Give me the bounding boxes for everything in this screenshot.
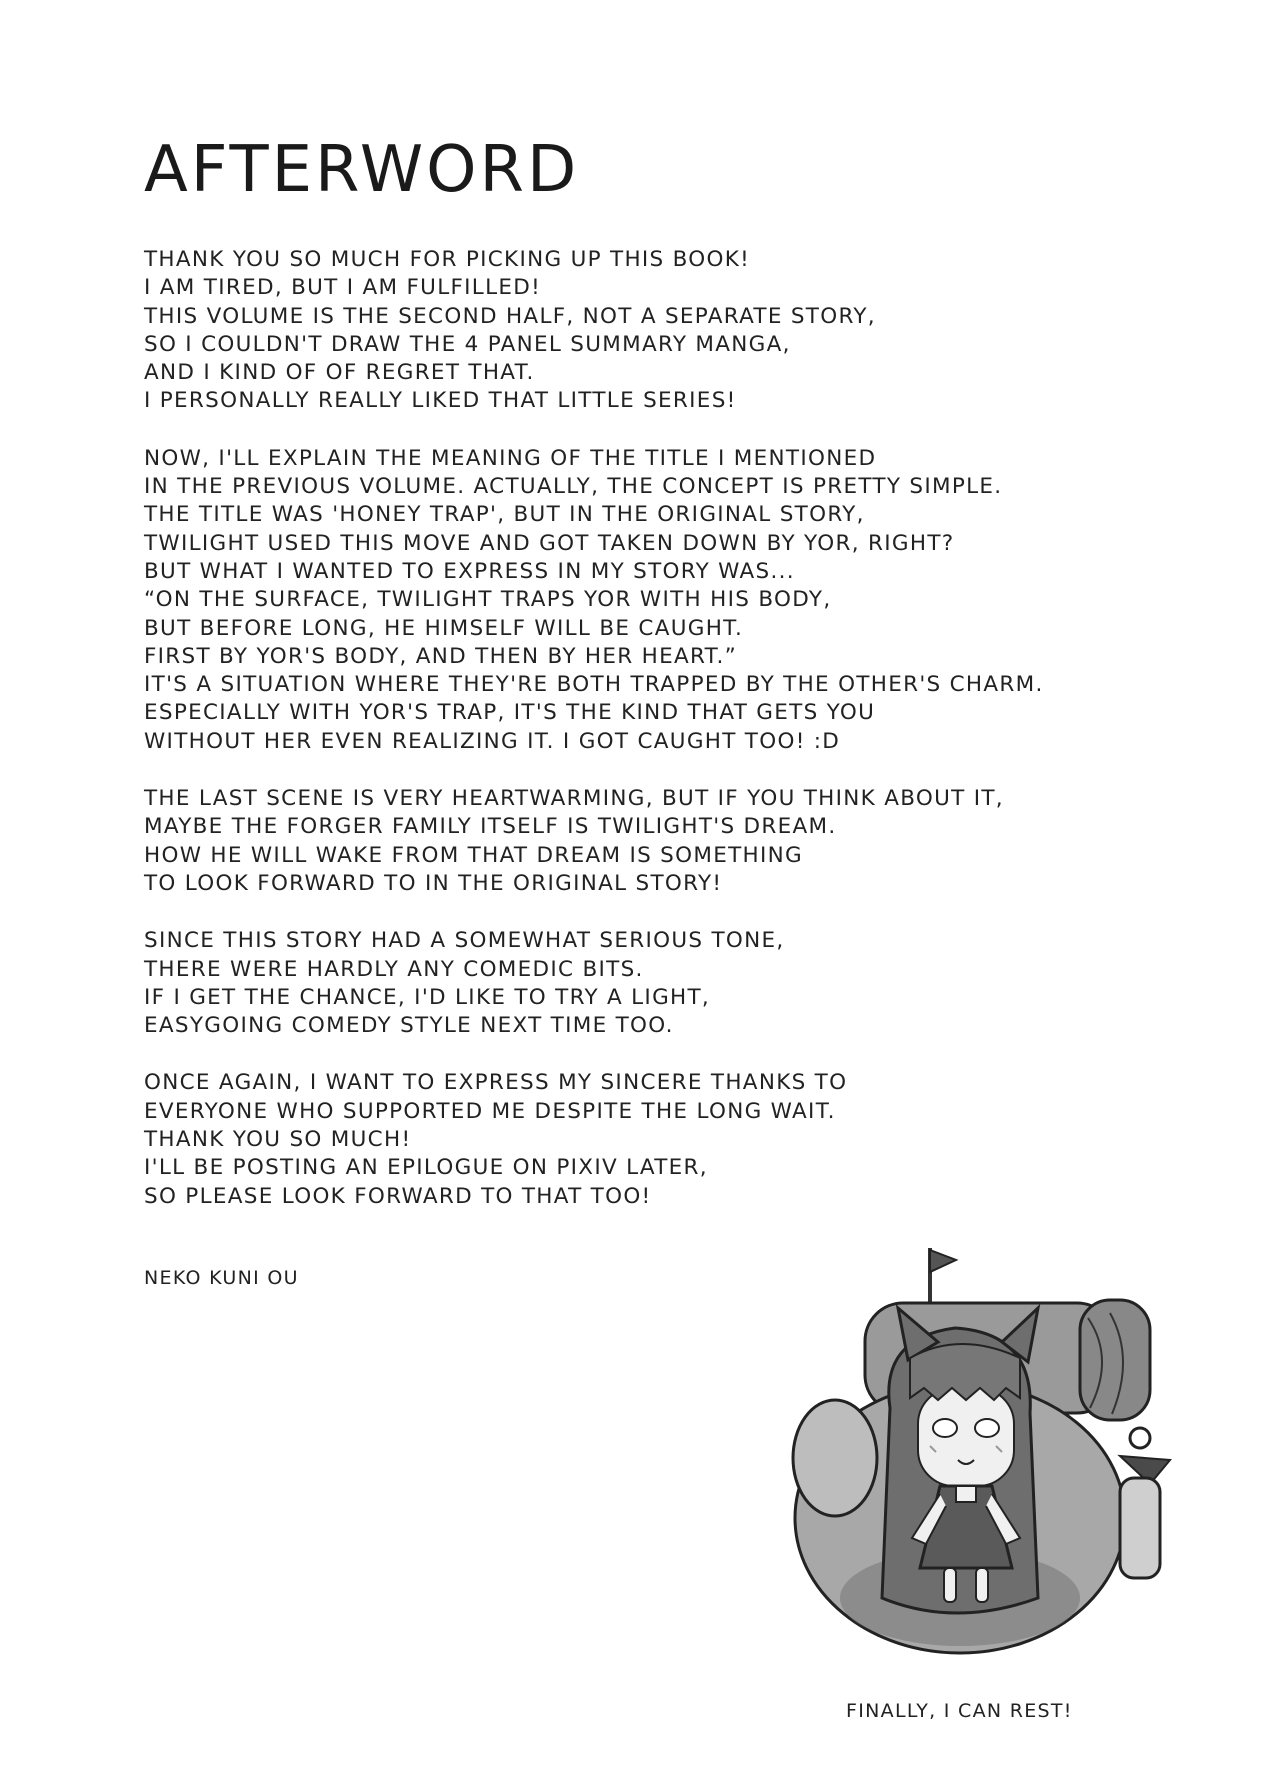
text-line: I'LL BE POSTING AN EPILOGUE ON PIXIV LATER, — [144, 1155, 708, 1181]
text-line: THE LAST SCENE IS VERY HEARTWARMING, BUT IF YOU THINK ABOUT IT, — [144, 786, 1004, 812]
text-line: SINCE THIS STORY HAD A SOMEWHAT SERIOUS TONE, — [144, 928, 785, 954]
text-line: ONCE AGAIN, I WANT TO EXPRESS MY SINCERE THANKS TO — [144, 1070, 848, 1096]
paragraph — [144, 1069, 1194, 1210]
text-line: SO I COULDN'T DRAW THE 4 PANEL SUMMARY MANGA, — [144, 331, 791, 357]
text-line: BUT WHAT I WANTED TO EXPRESS IN MY STORY WAS... — [144, 558, 795, 584]
illustration-caption: FINALLY, I CAN REST! — [846, 1700, 1073, 1722]
text-line: “ON THE SURFACE, TWILIGHT TRAPS YOR WITH HIS BODY, — [144, 587, 832, 613]
text-line: THERE WERE HARDLY ANY COMEDIC BITS. — [144, 956, 644, 982]
text-line: BUT BEFORE LONG, HE HIMSELF WILL BE CAUGHT. — [144, 615, 744, 641]
paragraph — [144, 246, 1194, 416]
text-line: EASYGOING COMEDY STYLE NEXT TIME TOO. — [144, 1013, 674, 1039]
text-line: FIRST BY YOR'S BODY, AND THEN BY HER HEART.” — [144, 643, 738, 669]
text-line: HOW HE WILL WAKE FROM THAT DREAM IS SOMETHING — [144, 842, 803, 868]
text-line: ESPECIALLY WITH YOR'S TRAP, IT'S THE KIND THAT GETS YOU — [144, 700, 876, 726]
text-line: I AM TIRED, BUT I AM FULFILLED! — [144, 275, 542, 301]
author-signature: NEKO KUNI OU — [144, 1267, 299, 1289]
text-line: TWILIGHT USED THIS MOVE AND GOT TAKEN DOWN BY YOR, RIGHT? — [144, 530, 955, 556]
text-line: THE TITLE WAS 'HONEY TRAP', BUT IN THE ORIGINAL STORY, — [144, 502, 865, 528]
text-line: TO LOOK FORWARD TO IN THE ORIGINAL STORY! — [144, 870, 723, 896]
text-line: IT'S A SITUATION WHERE THEY'RE BOTH TRAPPED BY THE OTHER'S CHARM. — [144, 672, 1044, 698]
text-line: AND I KIND OF OF REGRET THAT. — [144, 360, 535, 386]
paragraph — [144, 785, 1194, 898]
text-line: SO PLEASE LOOK FORWARD TO THAT TOO! — [144, 1183, 652, 1209]
paragraph — [144, 927, 1194, 1040]
chibi-character-icon — [780, 1238, 1180, 1658]
text-line: THANK YOU SO MUCH! — [144, 1127, 412, 1153]
text-line: IN THE PREVIOUS VOLUME. ACTUALLY, THE CONCEPT IS PRETTY SIMPLE. — [144, 474, 1003, 500]
text-line: I PERSONALLY REALLY LIKED THAT LITTLE SERIES! — [144, 388, 737, 414]
paragraph — [144, 445, 1194, 756]
text-line: THIS VOLUME IS THE SECOND HALF, NOT A SEPARATE STORY, — [144, 303, 876, 329]
afterword-body — [144, 246, 1194, 1240]
page-title: AFTERWORD — [144, 133, 580, 207]
text-line: EVERYONE WHO SUPPORTED ME DESPITE THE LONG WAIT. — [144, 1098, 836, 1124]
text-line: NOW, I'LL EXPLAIN THE MEANING OF THE TITLE I MENTIONED — [144, 445, 877, 471]
text-line: MAYBE THE FORGER FAMILY ITSELF IS TWILIGHT'S DREAM. — [144, 814, 837, 840]
text-line: IF I GET THE CHANCE, I'D LIKE TO TRY A LIGHT, — [144, 984, 711, 1010]
text-line: WITHOUT HER EVEN REALIZING IT. I GOT CAUGHT TOO! :D — [144, 728, 841, 754]
text-line: THANK YOU SO MUCH FOR PICKING UP THIS BOOK! — [144, 247, 751, 272]
